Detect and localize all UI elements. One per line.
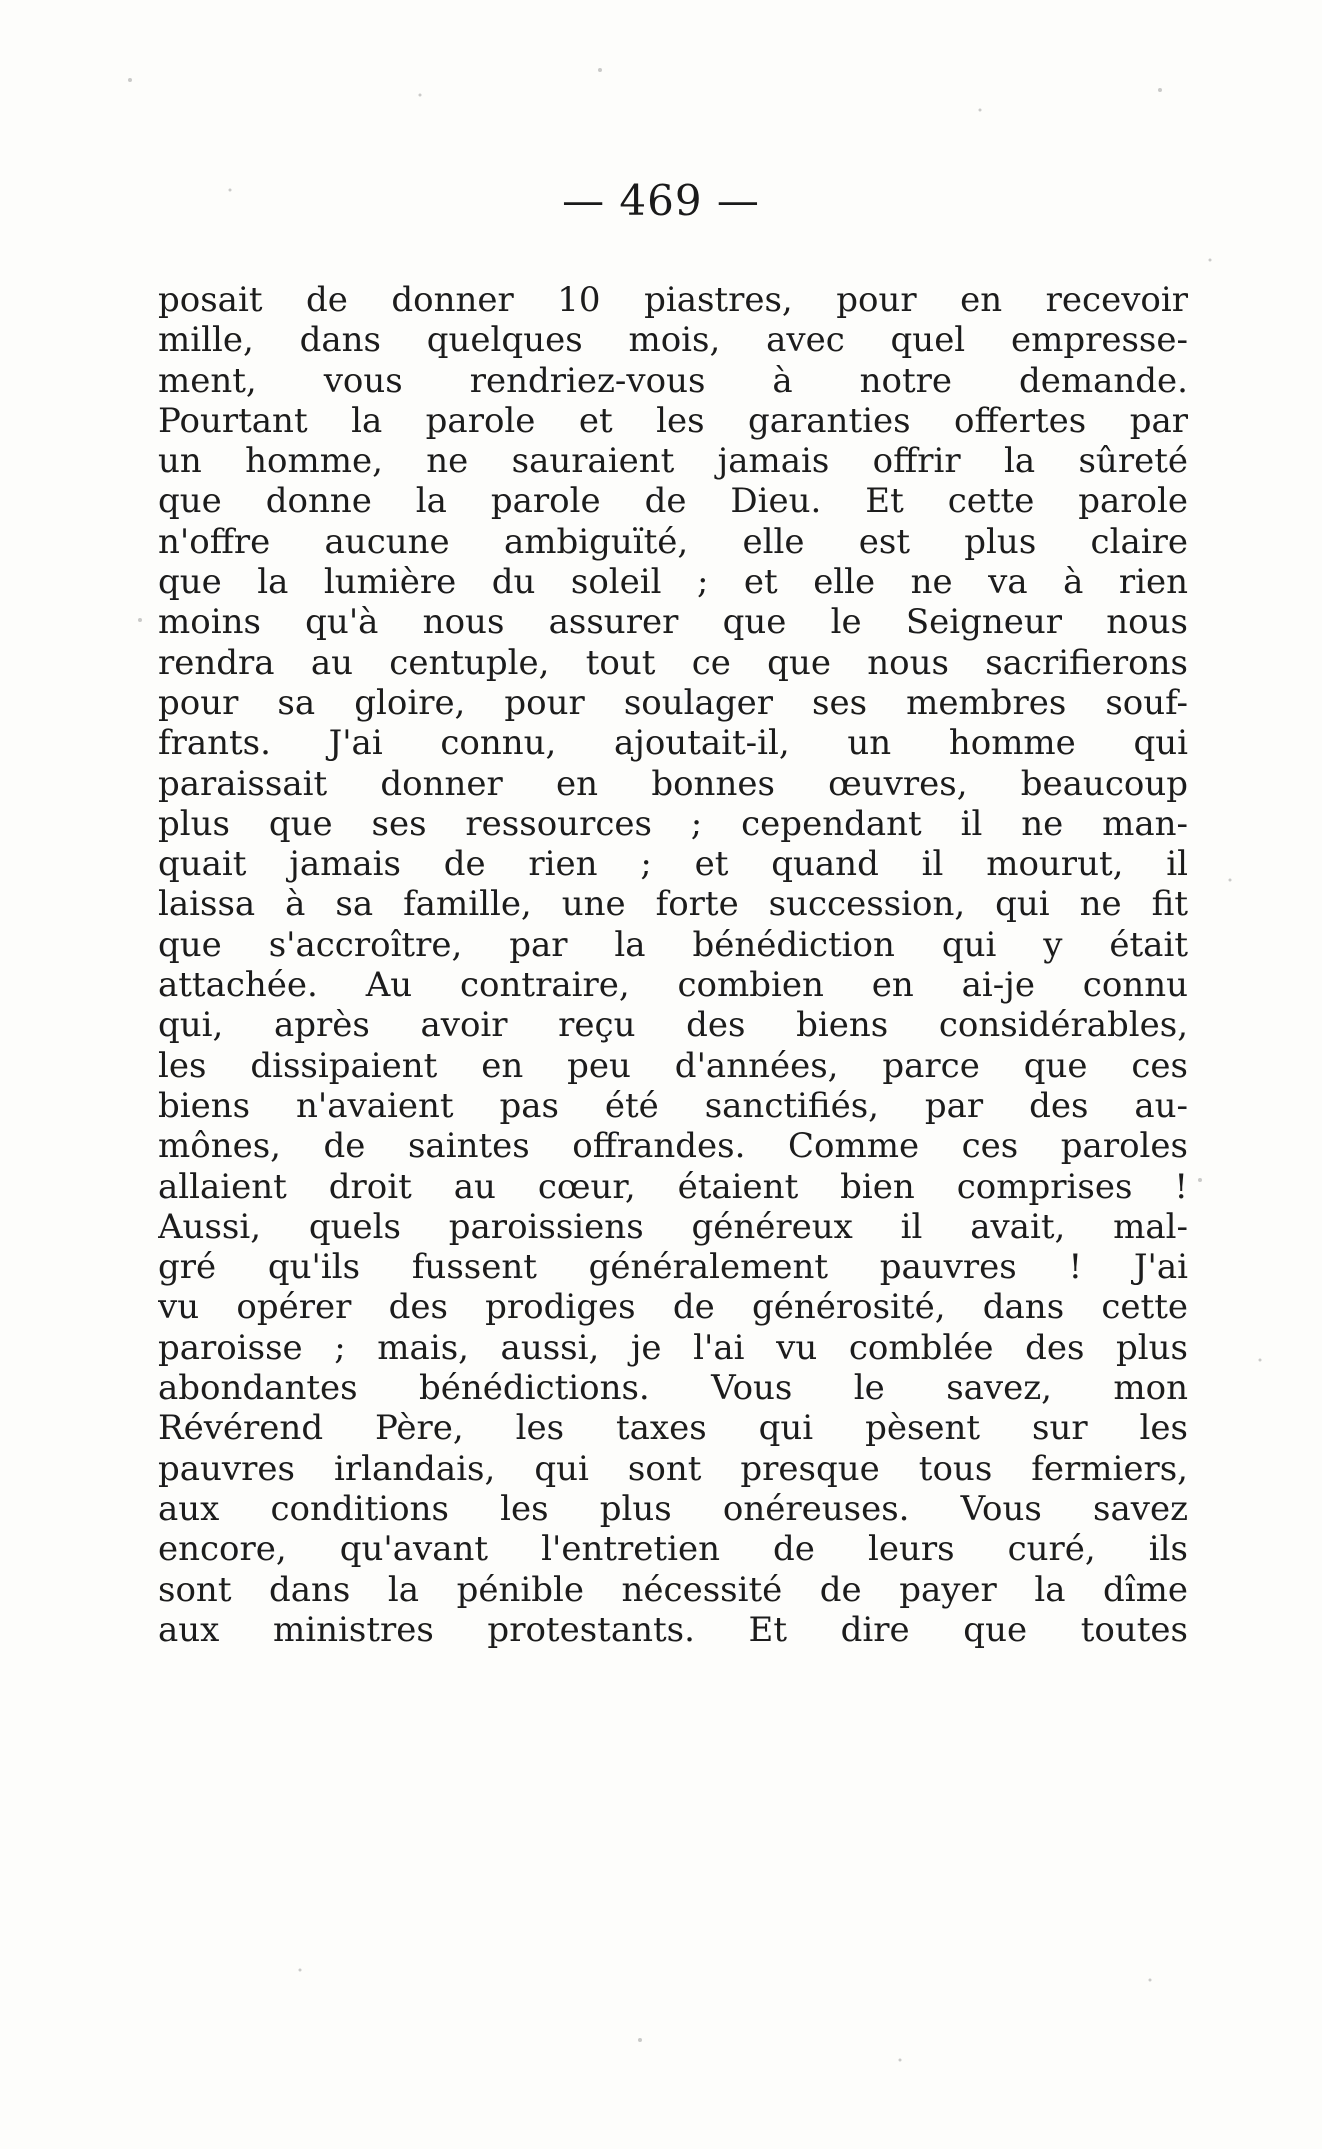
text-line: que s'accroître, par la bénédiction qui y était (158, 924, 1188, 965)
text-line: moins qu'à nous assurer que le Seigneur nous (158, 602, 1188, 643)
text-line: que la lumière du soleil ; et elle ne va à rien (158, 562, 1188, 603)
page-number: — 469 — (562, 176, 760, 225)
text-line: biens n'avaient pas été sanctifiés, par des au- (158, 1085, 1188, 1126)
text-line: abondantes bénédictions. Vous le savez, mon (158, 1368, 1188, 1409)
text-line: quait jamais de rien ; et quand il mourut, il (158, 844, 1188, 885)
text-line: posait de donner 10 piastres, pour en recevoir (158, 280, 1188, 320)
text-line: Pourtant la parole et les garanties offertes par (158, 400, 1188, 441)
text-line: un homme, ne sauraient jamais offrir la sûreté (158, 441, 1188, 482)
text-line: que donne la parole de Dieu. Et cette parole (158, 481, 1188, 522)
text-line: gré qu'ils fussent généralement pauvres ! J'ai (158, 1247, 1188, 1288)
text-line: mille, dans quelques mois, avec quel empresse- (158, 320, 1188, 361)
text-line: n'offre aucune ambiguïté, elle est plus claire (158, 521, 1188, 562)
text-line: aux conditions les plus onéreuses. Vous savez (158, 1488, 1188, 1529)
text-line: allaient droit au cœur, étaient bien comprises ! (158, 1166, 1188, 1207)
text-line: pour sa gloire, pour soulager ses membres souf- (158, 682, 1188, 723)
text-line: plus que ses ressources ; cependant il ne man- (158, 803, 1188, 844)
text-line: attachée. Au contraire, combien en ai-je connu (158, 965, 1188, 1006)
text-line: Révérend Père, les taxes qui pèsent sur les (158, 1408, 1188, 1449)
text-line: mônes, de saintes offrandes. Comme ces paroles (158, 1126, 1188, 1167)
text-line: laissa à sa famille, une forte succession, qui ne fit (158, 884, 1188, 925)
text-line: rendra au centuple, tout ce que nous sacrifierons (158, 642, 1188, 683)
text-line: ment, vous rendriez-vous à notre demande. (158, 360, 1188, 401)
text-line: Aussi, quels paroissiens généreux il avait, mal- (158, 1206, 1188, 1247)
text-line: pauvres irlandais, qui sont presque tous fermiers, (158, 1448, 1188, 1489)
body-text (158, 280, 1188, 1650)
text-line: encore, qu'avant l'entretien de leurs curé, ils (158, 1529, 1188, 1570)
text-line: frants. J'ai connu, ajoutait-il, un homme qui (158, 723, 1188, 764)
text-line: les dissipaient en peu d'années, parce que ces (158, 1045, 1188, 1086)
text-line: qui, après avoir reçu des biens considérables, (158, 1005, 1188, 1046)
text-line: paraissait donner en bonnes œuvres, beaucoup (158, 763, 1188, 804)
text-line: aux ministres protestants. Et dire que toutes (158, 1609, 1188, 1650)
text-line: sont dans la pénible nécessité de payer la dîme (158, 1569, 1188, 1610)
text-line: vu opérer des prodiges de générosité, dans cette (158, 1287, 1188, 1328)
text-line: paroisse ; mais, aussi, je l'ai vu comblée des plus (158, 1327, 1188, 1368)
